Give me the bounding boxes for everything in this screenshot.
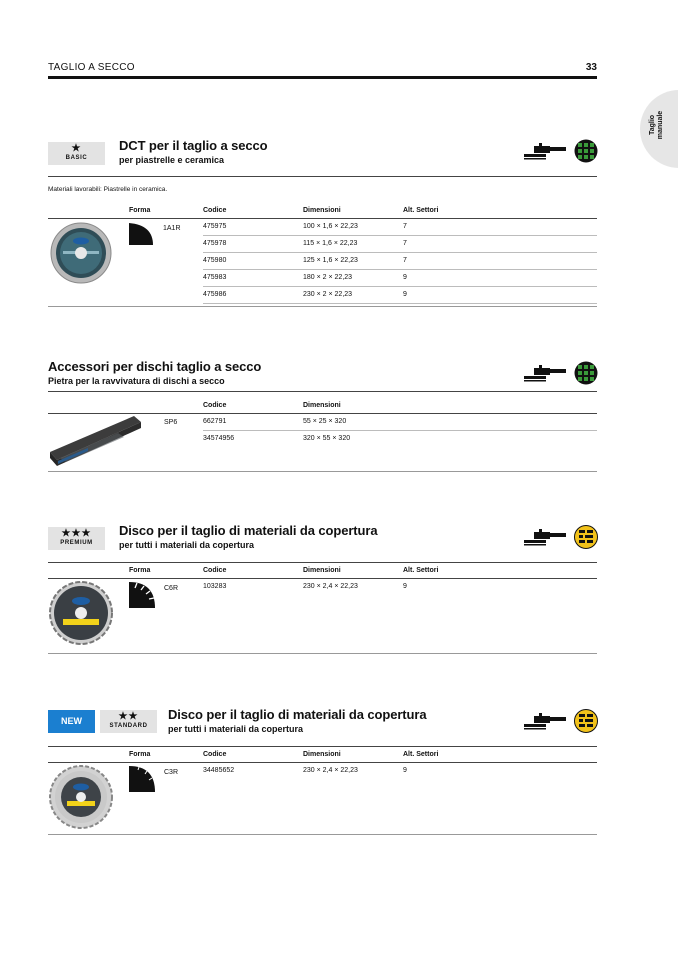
materials-note: Materiali lavorabili: Piastrelle in ceramica. [48,186,168,193]
col-header-forma: Forma [129,748,203,762]
product-section-dct [48,137,597,307]
product-title: Accessori per dischi taglio a secco [48,359,262,374]
roof-tile-icon [574,525,598,549]
forma-code: C3R [164,769,179,776]
product-table [48,204,597,304]
col-header-codice: Codice [203,399,303,413]
quality-badge [48,142,105,165]
forma-code: 1A1R [163,225,181,232]
premium-disc-image [49,581,113,645]
table-row: 34574956 320 × 55 × 320 [203,435,351,443]
badge-stars: ★★★ [61,528,92,539]
product-title: DCT per il taglio a secco [119,138,268,153]
forma-c3r-shape [129,766,155,792]
product-subtitle: per piastrelle e ceramica [119,155,225,165]
col-header-alt-settori: Alt. Settori [403,748,597,762]
col-header-codice: Codice [203,204,303,218]
application-icons [522,525,597,551]
product-title: Disco per il taglio di materiali da copertura [168,707,427,722]
table-row: 475986 230 × 2 × 22,23 9 [48,286,597,303]
section-end-rule [48,653,597,654]
page-header [48,62,597,80]
side-tab[interactable] [640,90,678,168]
standard-disc-image [49,765,113,829]
table-row: 103283 230 × 2,4 × 22,23 9 [203,583,407,591]
forma-code: C6R [164,585,179,592]
quality-badge [100,710,157,733]
col-header-alt-settori: Alt. Settori [403,204,597,218]
application-icons [522,361,597,387]
page-number: 33 [585,62,597,73]
product-subtitle: per tutti i materiali da copertura [119,540,255,550]
dressing-stone-image [48,414,143,466]
product-section-premium [48,522,597,657]
table-row: 662791 55 × 25 × 320 [48,413,597,430]
section-end-rule [48,306,597,307]
product-title: Disco per il taglio di materiali da copertura [119,523,378,538]
table-row: 475983 180 × 2 × 22,23 9 [48,269,597,286]
section-rule [48,176,597,177]
badge-stars: ★★ [118,711,139,722]
badge-label: BASIC [65,155,88,161]
quality-badge [48,527,105,550]
application-icons [522,709,597,735]
forma-1a1r-shape [129,223,155,245]
product-subtitle: Pietra per la ravvivatura di dischi a secco [48,376,225,386]
forma-code: SP6 [164,419,178,426]
table-row: 475980 125 × 1,6 × 22,23 7 [48,252,597,269]
tile-grid-icon [574,139,598,163]
side-tab-label: Taglio manuale [649,110,664,140]
section-rule [48,746,597,747]
application-icons [522,139,597,165]
product-subtitle: per tutti i materiali da copertura [168,724,304,734]
section-end-rule [48,471,597,472]
col-header-codice: Codice [203,564,303,578]
badge-label: STANDARD [109,723,148,729]
col-header-codice: Codice [203,748,303,762]
header-rule [48,76,597,79]
col-header-dimensioni: Dimensioni [303,564,403,578]
roof-tile-icon [574,709,598,733]
col-header-forma: Forma [129,564,203,578]
dct-disc-image [50,222,112,284]
col-header-dimensioni: Dimensioni [303,399,597,413]
table-row: 475978 115 × 1,6 × 22,23 7 [48,235,597,252]
table-row: 34485652 230 × 2,4 × 22,23 9 [203,767,407,775]
section-end-rule [48,834,597,835]
col-header-dimensioni: Dimensioni [303,204,403,218]
table-row: 475975 100 × 1,6 × 22,23 7 [48,218,597,235]
badge-label: PREMIUM [60,540,93,546]
col-header-forma: Forma [129,204,203,218]
product-section-standard [48,706,597,838]
section-title: TAGLIO A SECCO [48,62,135,73]
col-header-dimensioni: Dimensioni [303,748,403,762]
forma-c6r-shape [129,582,155,608]
section-rule [48,562,597,563]
badge-stars: ★ [71,143,82,154]
col-header-alt-settori: Alt. Settori [403,564,597,578]
new-badge: NEW [48,710,95,733]
section-rule [48,391,597,392]
product-section-accessori [48,357,597,473]
tile-grid-icon [574,361,598,385]
